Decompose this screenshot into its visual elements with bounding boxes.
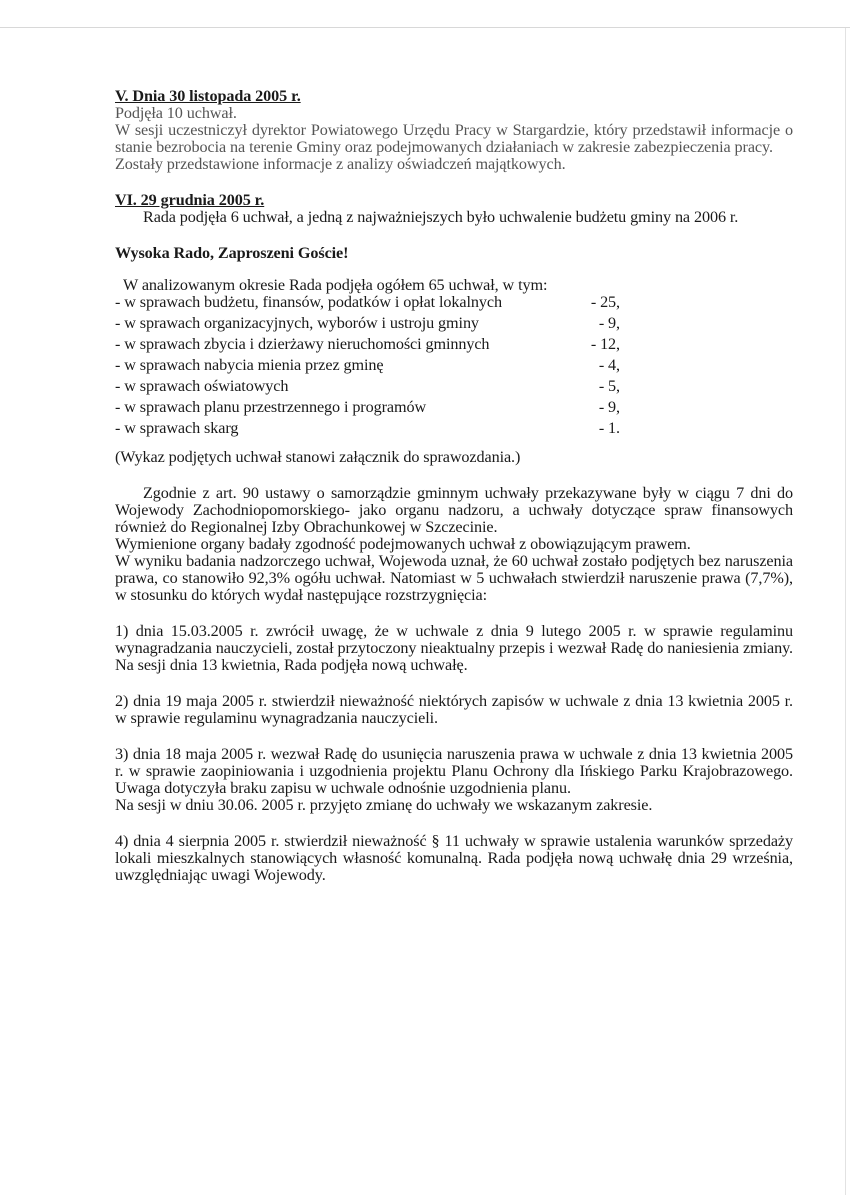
category-count: - 1. [598, 419, 620, 437]
list-item [115, 294, 620, 311]
list-item [115, 336, 620, 353]
section-v-heading: V. Dnia 30 listopada 2005 r. [115, 87, 301, 105]
scan-page-edge [0, 27, 850, 28]
category-count: - 25, [590, 293, 620, 311]
summary-intro: W analizowanym okresie Rada podjęła ogółem 65 uchwał, w tym: [123, 276, 548, 294]
section-v-line: Zostały przedstawione informacje z analizy oświadczeń majątkowych. [115, 155, 566, 173]
salutation: Wysoka Rado, Zaproszeni Goście! [115, 244, 349, 262]
section-v-line: W sesji uczestniczył dyrektor Powiatowego Urzędu Pracy w Stargardzie, który przedstawił informacje o stanie bezrobocia na terenie Gminy oraz podejmowanych działaniach w zakresie zabezpieczenia pracy. [115, 121, 793, 156]
resolution-category-list [115, 294, 620, 437]
list-item [115, 378, 620, 395]
section-vi-text: Rada podjęła 6 uchwał, a jedną z najważniejszych było uchwalenie budżetu gminy na 2006 r. [143, 208, 739, 226]
category-count: - 4, [598, 356, 620, 374]
category-label: - w sprawach planu przestrzennego i programów [115, 398, 427, 416]
ruling-item: 4) dnia 4 sierpnia 2005 r. stwierdził nieważność § 11 uchwały w sprawie ustalenia warunków sprzedaży lokali mieszkalnych stanowiących własność komunalną. Rada podjęła nową uchwałę dnia 29 września, uwzględniając uwagi Wojewody. [115, 832, 793, 884]
ruling-followup: Na sesji w dniu 30.06. 2005 r. przyjęto zmianę do uchwały we wskazanym zakresie. [115, 796, 653, 814]
ruling-item: 2) dnia 19 maja 2005 r. stwierdził nieważność niektórych zapisów w uchwale z dnia 13 kwietnia 2005 r. w sprawie regulaminu wynagradzania nauczycieli. [115, 692, 793, 727]
supervision-paragraph: Zgodnie z art. 90 ustawy o samorządzie gminnym uchwały przekazywane były w ciągu 7 dni do Wojewody Zachodniopomorskiego- jako organu nadzoru, a uchwały dotyczące spraw finansowych również do Regionalnej Izby Obrachunkowej w Szczecinie. [115, 484, 793, 536]
category-label: - w sprawach nabycia mienia przez gminę [115, 356, 384, 374]
document-body [115, 88, 793, 884]
category-label: - w sprawach zbycia i dzierżawy nieruchomości gminnych [115, 335, 490, 353]
supervision-paragraph: W wyniku badania nadzorczego uchwał, Wojewoda uznał, że 60 uchwał zostało podjętych bez naruszenia prawa, co stanowiło 92,3% ogółu uchwał. Natomiast w 5 uchwałach stwierdził naruszenie prawa (7,7%), w stosunku do których wydał następujące rozstrzygnięcia: [115, 552, 793, 604]
attachment-note: (Wykaz podjętych uchwał stanowi załącznik do sprawozdania.) [115, 448, 521, 466]
section-vi-heading: VI. 29 grudnia 2005 r. [115, 191, 265, 209]
category-count: - 9, [598, 398, 620, 416]
category-count: - 12, [590, 335, 620, 353]
ruling-item: 1) dnia 15.03.2005 r. zwrócił uwagę, że w uchwale z dnia 9 lutego 2005 r. w sprawie regulaminu wynagradzania nauczycieli, został przytoczony nieaktualny przepis i wezwał Radę do naniesienia zmiany. Na sesji dnia 13 kwietnia, Rada podjęła nową uchwałę. [115, 622, 793, 674]
supervision-paragraph: Wymienione organy badały zgodność podejmowanych uchwał z obowiązującym prawem. [115, 535, 691, 553]
ruling-item: 3) dnia 18 maja 2005 r. wezwał Radę do usunięcia naruszenia prawa w uchwale z dnia 13 kwietnia 2005 r. w sprawie zaopiniowania i uzgodnienia projektu Planu Ochrony dla Ińskiego Parku Krajobrazowego. Uwaga dotyczyła braku zapisu w uchwale odnośnie uzgodnienia planu. [115, 745, 793, 797]
list-item [115, 315, 620, 332]
category-label: - w sprawach oświatowych [115, 377, 289, 395]
scan-page-edge-right [845, 28, 846, 1195]
category-label: - w sprawach budżetu, finansów, podatków i opłat lokalnych [115, 293, 502, 311]
category-count: - 5, [598, 377, 620, 395]
category-label: - w sprawach organizacyjnych, wyborów i ustroju gminy [115, 314, 479, 332]
list-item [115, 357, 620, 374]
list-item [115, 399, 620, 416]
category-label: - w sprawach skarg [115, 419, 239, 437]
category-count: - 9, [598, 314, 620, 332]
list-item [115, 420, 620, 437]
section-v-line: Podjęła 10 uchwał. [115, 104, 237, 122]
